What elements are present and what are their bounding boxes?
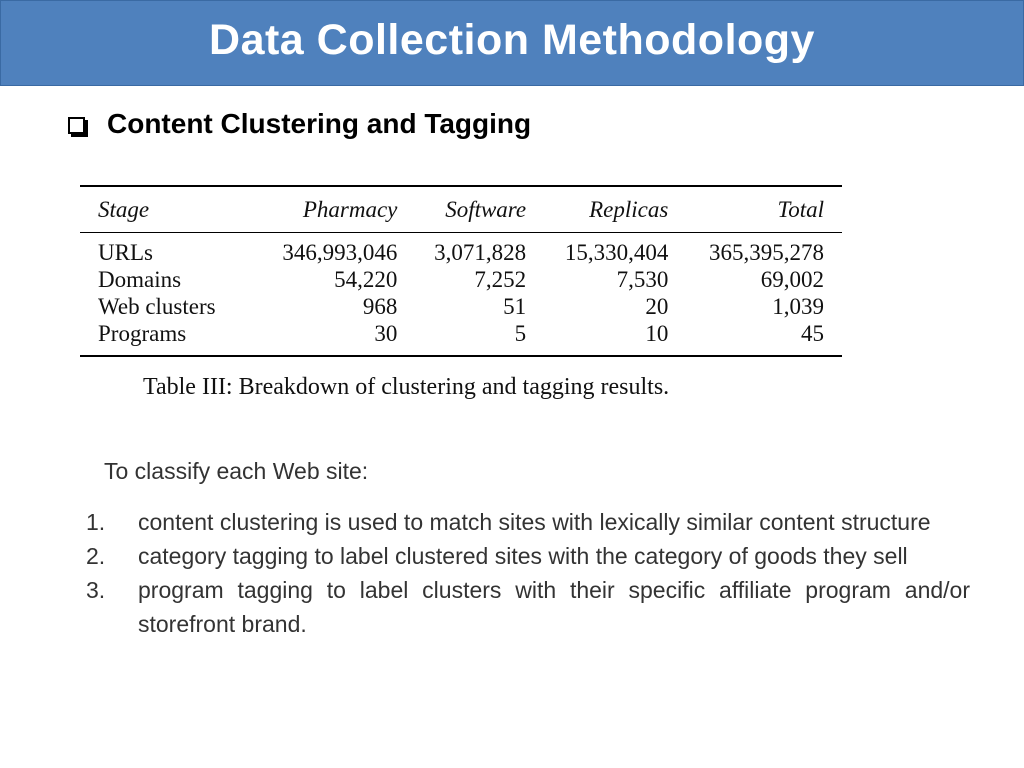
header-replicas: Replicas — [589, 197, 669, 222]
table-row — [80, 293, 842, 320]
table-cell: 1,039 — [772, 294, 824, 319]
results-table-container — [80, 185, 842, 357]
table-cell: 20 — [645, 294, 669, 319]
table-cell: 346,993,046 — [282, 240, 398, 265]
title-bar — [0, 0, 1024, 86]
header-pharmacy: Pharmacy — [302, 197, 398, 222]
table-cell: 5 — [514, 321, 527, 346]
table-cell: 10 — [645, 321, 669, 346]
table-row — [80, 233, 842, 267]
header-stage: Stage — [98, 197, 150, 222]
section-heading — [68, 108, 531, 140]
table-cell: Programs — [98, 321, 187, 346]
table-row — [80, 320, 842, 356]
table-cell: 30 — [374, 321, 398, 346]
table-caption: Table III: Breakdown of clustering and tagging results. — [143, 374, 670, 400]
list-item — [80, 573, 970, 641]
table-cell: 15,330,404 — [564, 240, 669, 265]
header-software: Software — [445, 197, 527, 222]
table-cell: 54,220 — [334, 267, 398, 292]
list-item-text: content clustering is used to match sites with lexically similar content structure — [138, 509, 931, 535]
intro-text: To classify each Web site: — [104, 458, 369, 484]
table-cell: 365,395,278 — [709, 240, 824, 265]
table-cell: 3,071,828 — [434, 240, 527, 265]
table-cell: 45 — [801, 321, 824, 346]
table-cell: Web clusters — [98, 294, 216, 319]
list-item — [80, 505, 970, 539]
results-table — [80, 185, 842, 357]
list-item — [80, 539, 970, 573]
header-total: Total — [777, 197, 824, 222]
list-number: 2. — [86, 543, 106, 569]
slide-title: Data Collection Methodology — [209, 15, 815, 64]
table-cell: 7,530 — [616, 267, 669, 292]
table-row — [80, 266, 842, 293]
list-item-text: category tagging to label clustered sites with the category of goods they sell — [138, 543, 908, 569]
table-cell: 69,002 — [760, 267, 824, 292]
steps-list — [80, 505, 970, 641]
table-cell: Domains — [98, 267, 182, 292]
checkbox-bullet-icon — [68, 117, 85, 134]
list-number: 3. — [86, 577, 106, 603]
table-cell: 7,252 — [474, 267, 527, 292]
section-heading-text: Content Clustering and Tagging — [107, 108, 532, 139]
table-cell: 968 — [362, 294, 398, 319]
list-item-text: program tagging to label clusters with their specific affiliate program and/or storefront brand. — [138, 577, 970, 637]
table-header-row — [80, 186, 842, 233]
table-cell: 51 — [503, 294, 527, 319]
list-number: 1. — [86, 509, 106, 535]
table-cell: URLs — [98, 240, 153, 265]
